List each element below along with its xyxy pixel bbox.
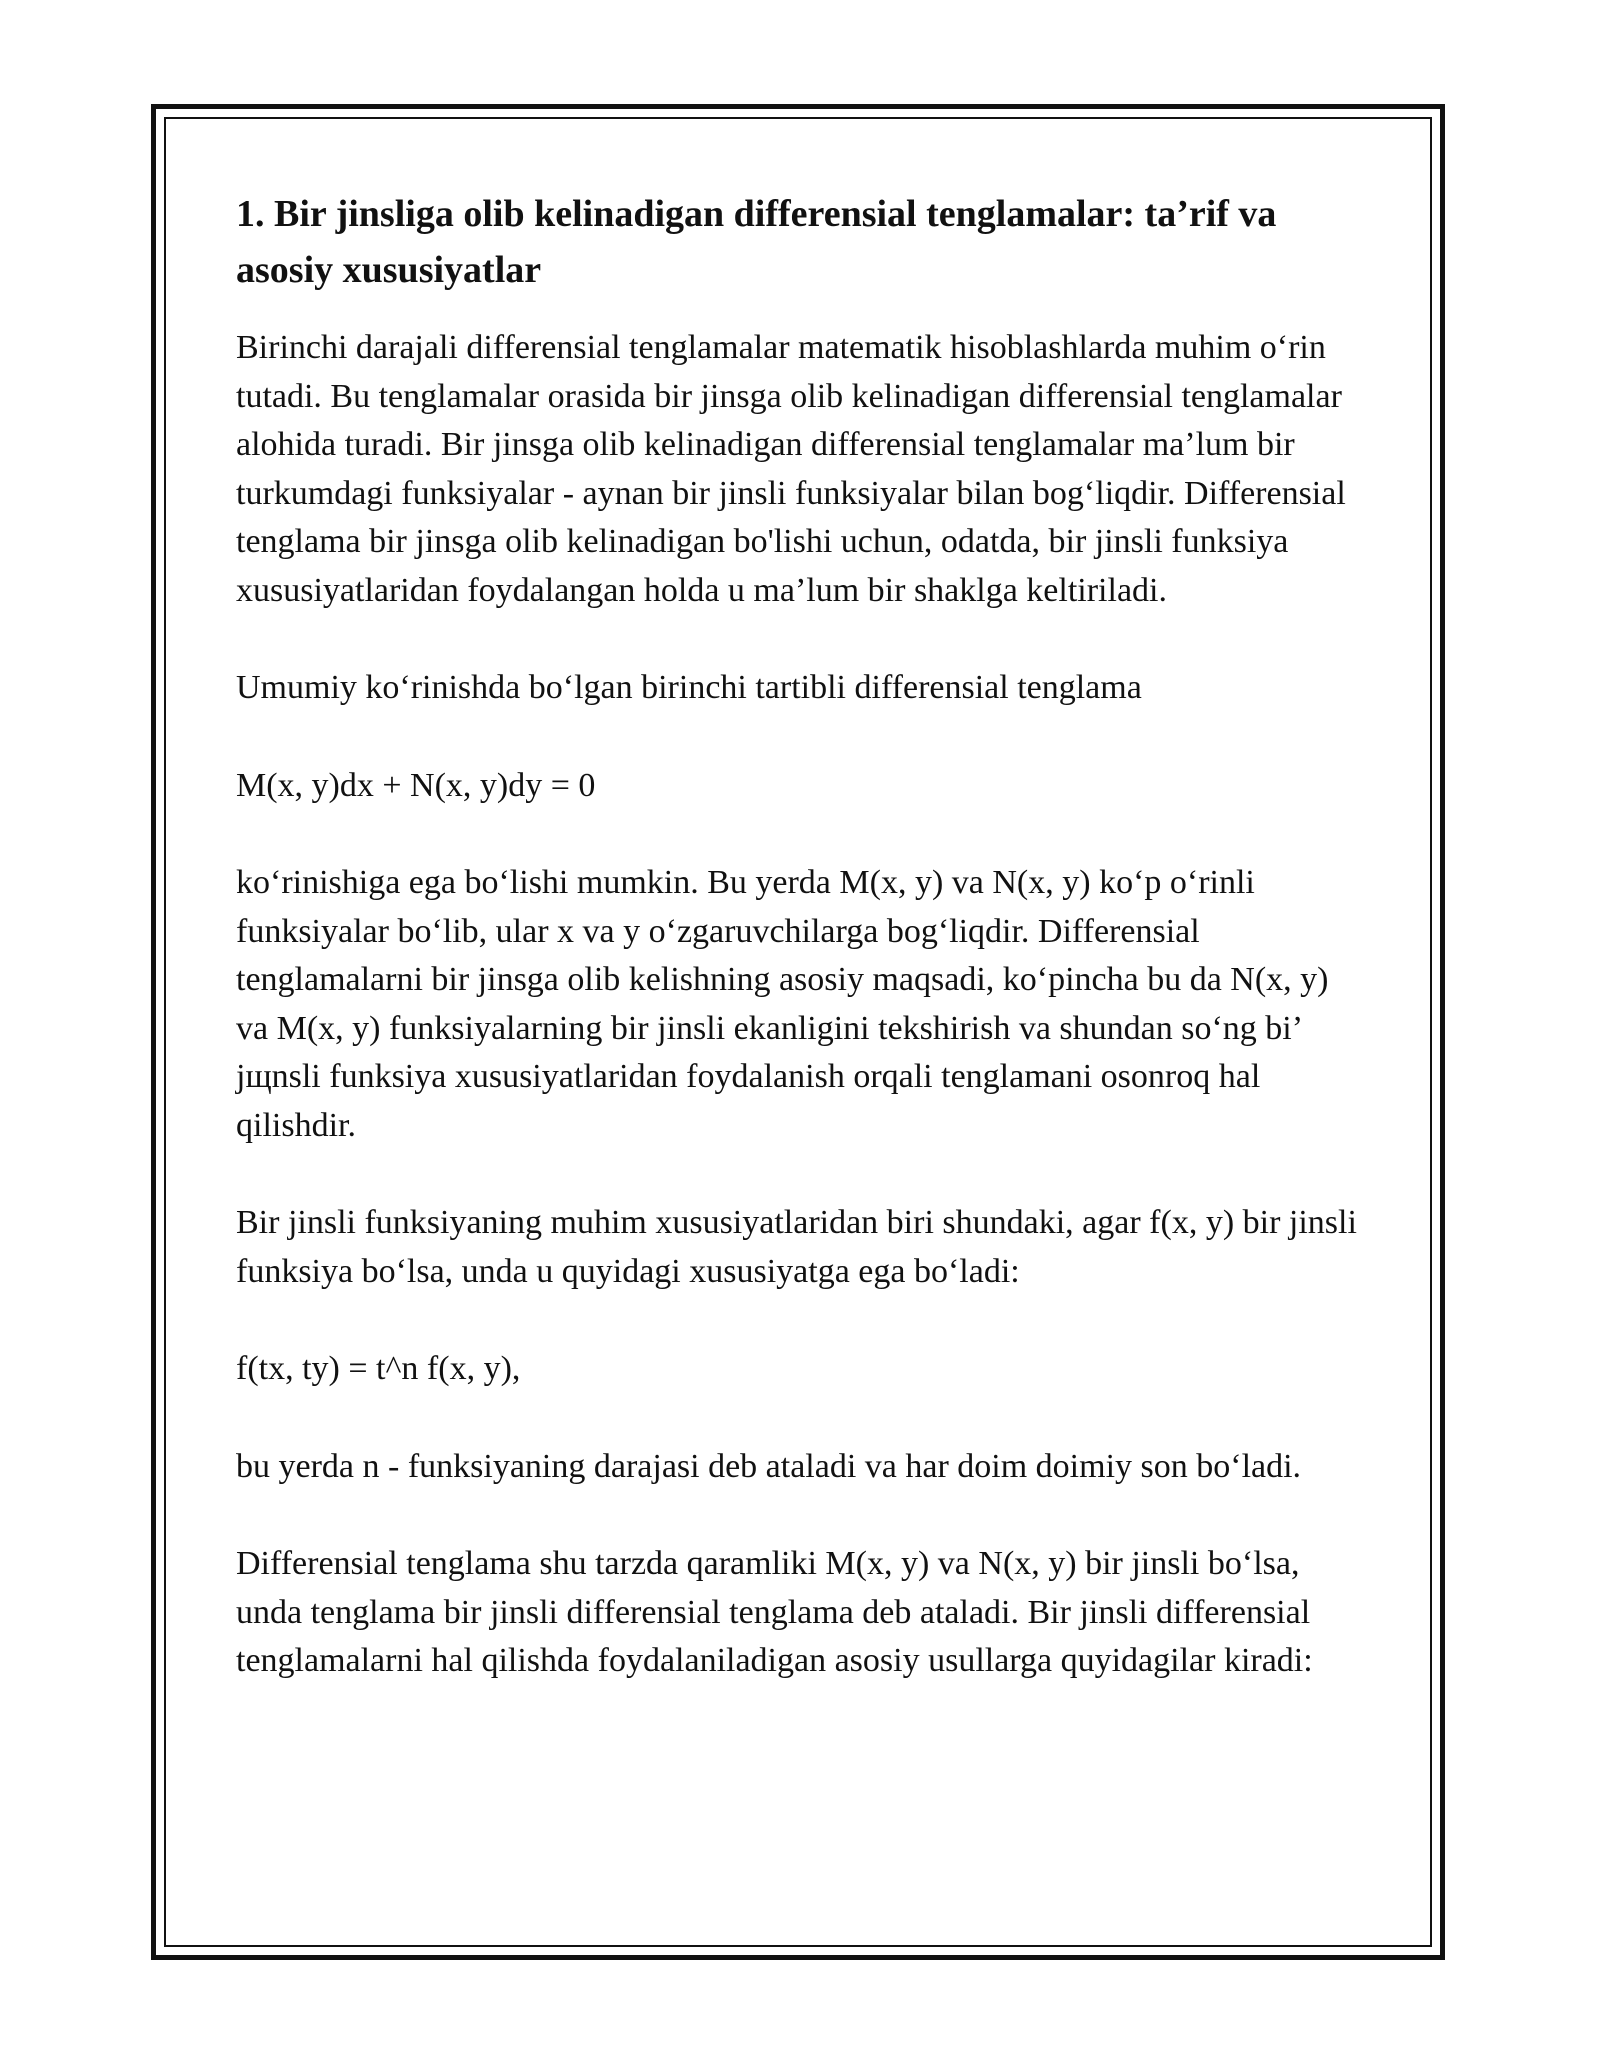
explanation-paragraph: ko‘rinishiga ega bo‘lishi mumkin. Bu yerda M(x, y) va N(x, y) ko‘p o‘rinli funksiyalar bo‘lib, ular x va y o‘zgaruvchilarga bog‘liqdir. Differensial tenglamalarni bir jinsga olib kelishning asosiy maqsadi, ko‘pincha bu da N(x, y) va M(x, y) funksiyalarning bir jinsli ekanligini tekshirish va shundan so‘ng bi’ jщnsli funksiya xususiyatlaridan foydalanish orqali tenglamani osonroq hal qilishdir. [236,864,1329,1144]
general-form-paragraph: Umumiy ko‘rinishda bo‘lgan birinchi tartibli differensial tenglama [236,669,1142,706]
equation-homogeneous-property: f(tx, ty) = t^n f(x, y), [236,1350,521,1387]
methods-intro-paragraph: Differensial tenglama shu tarzda qaramliki M(x, y) va N(x, y) bir jinsli bo‘lsa, unda tenglama bir jinsli differensial tenglama deb ataladi. Bir jinsli differensial tenglamalarni hal qilishda foydalaniladigan asosiy usullarga quyidagilar kiradi: [236,1545,1313,1679]
section-heading: 1. Bir jinsliga olib kelinadigan differensial tenglamalar: ta’rif va asosiy xususiyatlar [236,193,1277,291]
degree-definition-paragraph: bu yerda n - funksiyaning darajasi deb ataladi va har doim doimiy son bo‘ladi. [236,1447,1302,1485]
intro-paragraph: Birinchi darajali differensial tenglamalar matematik hisoblashlarda muhim o‘rin tutadi. Bu tenglamalar orasida bir jinsga olib kelinadigan differensial tenglamalar alohida turadi. Bir jinsga olib kelinadigan differensial tenglamalar ma’lum bir turkumdagi funksiyalar - aynan bir jinsli funksiyalar bilan bog‘liqdir. Differensial tenglama bir jinsga olib kelinadigan bo'lishi uchun, odatda, bir jinsli funksiya xususiyatlaridan foydalangan holda u ma’lum bir shaklga keltiriladi. [236,329,1346,609]
equation-general-form: M(x, y)dx + N(x, y)dy = 0 [236,766,596,804]
document-body [236,186,1366,1735]
homogeneous-property-paragraph: Bir jinsli funksiyaning muhim xususiyatlaridan biri shundaki, agar f(x, y) bir jinsli funksiya bo‘lsa, unda u quyidagi xususiyatga ega bo‘ladi: [236,1204,1357,1290]
